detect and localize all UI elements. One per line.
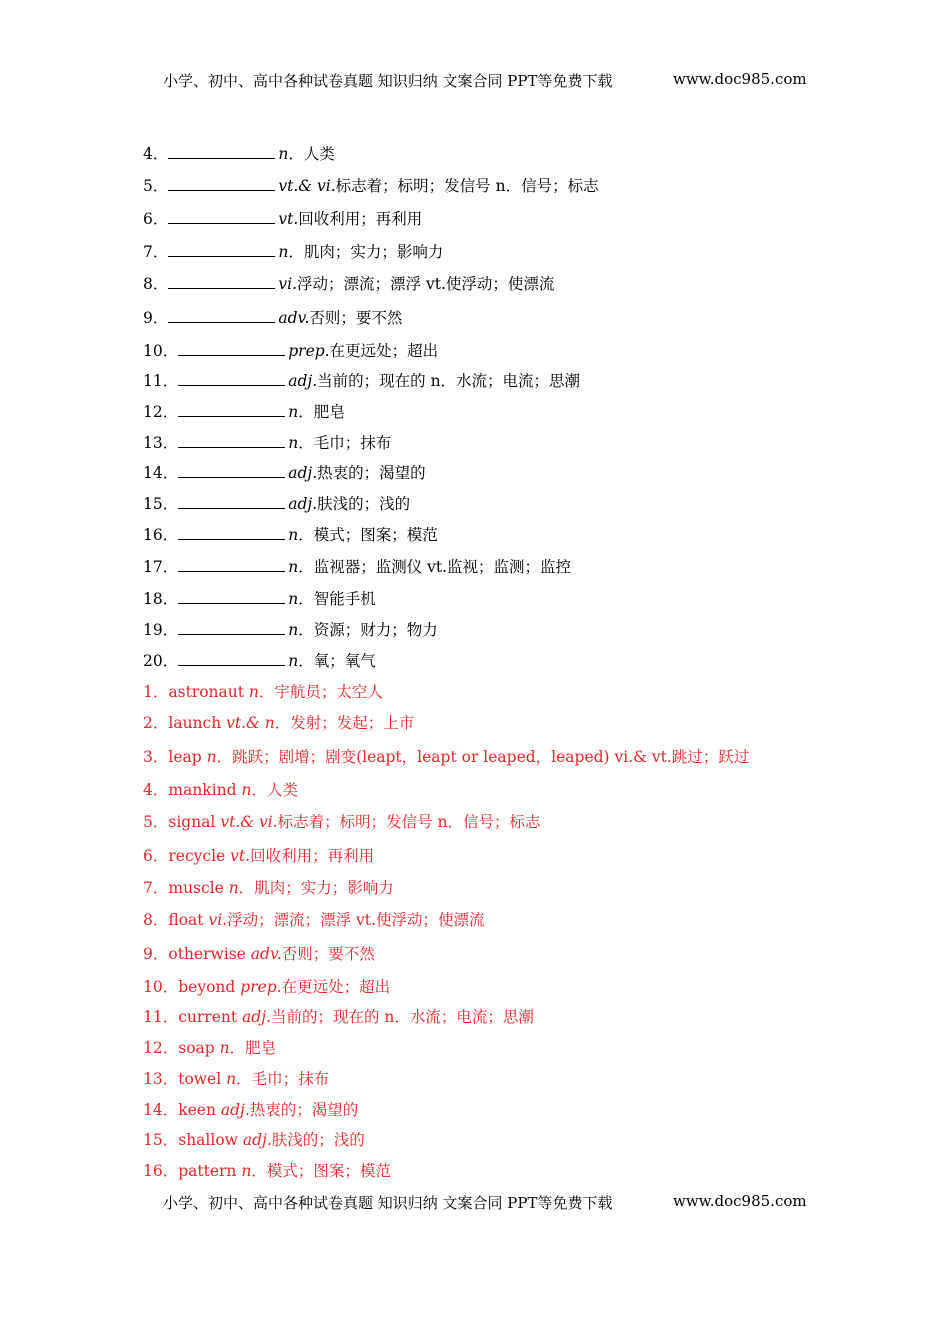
answer-blank [178, 341, 285, 356]
item-number: 11． [143, 1008, 179, 1026]
header-site: www.doc985.com [673, 70, 807, 88]
answer-word: otherwise [168, 945, 251, 963]
part-of-speech: n [288, 558, 299, 576]
answer-item [143, 747, 749, 767]
part-of-speech: n [278, 145, 289, 163]
item-number: 4． [143, 781, 169, 799]
item-number: 8． [143, 275, 169, 293]
page-footer [163, 1192, 807, 1213]
answer-word: towel [178, 1070, 227, 1088]
answer-item [143, 1069, 329, 1089]
answer-blank [168, 308, 275, 323]
definition: ．监视器；监测仪 vt.监视；监测；监控 [298, 558, 572, 576]
item-number: 14． [143, 1101, 179, 1119]
item-number: 9． [143, 945, 169, 963]
answer-word: leap [168, 748, 207, 766]
definition: ．智能手机 [298, 590, 376, 608]
definition: ．氧；氧气 [298, 652, 376, 670]
answer-blank [178, 494, 285, 509]
answer-item [143, 812, 541, 832]
definition: ．资源；财力；物力 [298, 621, 438, 639]
definition: ．宇航员；太空人 [258, 683, 383, 701]
definition: ．发射；发起；上市 [274, 714, 415, 732]
definition: 在更远处；超出 [281, 978, 391, 996]
exercise-item [143, 651, 376, 671]
part-of-speech: n [288, 403, 299, 421]
answer-blank [178, 557, 285, 572]
definition: 回收利用；再利用 [298, 210, 423, 228]
part-of-speech: n [278, 243, 289, 261]
answer-blank [178, 620, 285, 635]
part-of-speech: vt.& vi. [220, 813, 278, 831]
definition: ．肥皂 [229, 1039, 277, 1057]
footer-text: 小学、初中、高中各种试卷真题 知识归纳 文案合同 PPT等免费下载 [163, 1194, 613, 1212]
definition: ．跳跃；剧增；剧变(leapt，leapt or leaped，leaped) vi.& vt.跳过；跃过 [216, 748, 750, 766]
part-of-speech: adj. [288, 372, 318, 390]
exercise-item [143, 463, 426, 483]
answer-item [143, 780, 298, 800]
part-of-speech: n [288, 526, 299, 544]
answer-item [143, 977, 390, 997]
answer-blank [168, 176, 275, 191]
item-number: 5． [143, 177, 169, 195]
part-of-speech: vt. [230, 847, 251, 865]
answer-blank [178, 402, 285, 417]
answer-word: float [168, 911, 209, 929]
item-number: 15． [143, 1131, 179, 1149]
item-number: 7． [143, 879, 169, 897]
exercise-item [143, 433, 391, 453]
definition: ．肥皂 [298, 403, 345, 421]
answer-blank [178, 433, 285, 448]
part-of-speech: prep. [288, 342, 330, 360]
item-number: 12． [143, 1039, 179, 1057]
answer-word: beyond [178, 978, 241, 996]
answer-item [143, 1161, 391, 1181]
definition: 在更远处；超出 [329, 342, 439, 360]
item-number: 13． [143, 1070, 179, 1088]
exercise-item [143, 176, 599, 196]
answer-item [143, 1038, 276, 1058]
part-of-speech: n [219, 1039, 230, 1057]
definition: 否则；要不然 [309, 309, 403, 327]
answer-item [143, 878, 394, 898]
answer-word: recycle [168, 847, 231, 865]
answer-blank [178, 371, 285, 386]
answer-word: shallow [178, 1131, 243, 1149]
definition: 标志着；标明；发信号 n．信号；标志 [277, 813, 541, 831]
part-of-speech: vt.& vi. [278, 177, 336, 195]
part-of-speech: n [248, 683, 259, 701]
definition: ．模式；图案；模范 [251, 1162, 391, 1180]
part-of-speech: n [288, 652, 299, 670]
exercise-item [143, 242, 443, 262]
part-of-speech: adv. [278, 309, 310, 327]
exercise-item [143, 620, 438, 640]
part-of-speech: n [226, 1070, 237, 1088]
answer-blank [178, 589, 285, 604]
exercise-item [143, 589, 376, 609]
header-text: 小学、初中、高中各种试卷真题 知识归纳 文案合同 PPT等免费下载 [163, 72, 613, 90]
exercise-item [143, 557, 571, 577]
item-number: 12． [143, 403, 179, 421]
answer-item [143, 1130, 365, 1150]
answer-word: keen [178, 1101, 221, 1119]
item-number: 8． [143, 911, 169, 929]
part-of-speech: n [241, 1162, 252, 1180]
definition: 当前的；现在的 n．水流；电流；思潮 [270, 1008, 534, 1026]
answer-item [143, 1007, 534, 1027]
part-of-speech: n [206, 748, 217, 766]
item-number: 18． [143, 590, 179, 608]
part-of-speech: vi. [208, 911, 228, 929]
part-of-speech: n [288, 434, 299, 452]
item-number: 6． [143, 847, 169, 865]
definition: ．肌肉；实力；影响力 [288, 243, 444, 261]
item-number: 5． [143, 813, 169, 831]
part-of-speech: adj. [242, 1008, 271, 1026]
item-number: 20． [143, 652, 179, 670]
definition: ．模式；图案；模范 [298, 526, 438, 544]
item-number: 11． [143, 372, 179, 390]
part-of-speech: vt. [278, 210, 299, 228]
item-number: 16． [143, 526, 179, 544]
answer-item [143, 846, 374, 866]
answer-word: signal [168, 813, 221, 831]
definition: ．肌肉；实力；影响力 [238, 879, 394, 897]
part-of-speech: adj. [220, 1101, 250, 1119]
answer-word: soap [178, 1039, 220, 1057]
definition: 热衷的；渴望的 [249, 1101, 359, 1119]
answer-blank [178, 651, 285, 666]
exercise-item [143, 308, 402, 328]
definition: 浮动；漂流；漂浮 vt.使浮动；使漂流 [227, 911, 485, 929]
answer-word: astronaut [168, 683, 249, 701]
item-number: 2． [143, 714, 169, 732]
answer-blank [168, 144, 275, 159]
answer-blank [178, 525, 285, 540]
exercise-item [143, 341, 438, 361]
definition: ．人类 [288, 145, 335, 163]
part-of-speech: vi. [278, 275, 298, 293]
definition: 热衷的；渴望的 [317, 464, 426, 482]
answer-word: muscle [168, 879, 229, 897]
definition: 标志着；标明；发信号 n．信号；标志 [335, 177, 599, 195]
answer-blank [168, 209, 275, 224]
item-number: 1． [143, 683, 169, 701]
footer-site: www.doc985.com [673, 1192, 807, 1210]
exercise-item [143, 274, 554, 294]
answer-item [143, 1100, 358, 1120]
answer-item [143, 910, 484, 930]
item-number: 6． [143, 210, 169, 228]
item-number: 4． [143, 145, 169, 163]
item-number: 15． [143, 495, 179, 513]
answer-blank [168, 274, 275, 289]
part-of-speech: vt.& n [226, 714, 275, 732]
answer-blank [168, 242, 275, 257]
answer-blank [178, 463, 285, 478]
answer-item [143, 944, 375, 964]
exercise-item [143, 402, 345, 422]
item-number: 16． [143, 1162, 179, 1180]
definition: 否则；要不然 [281, 945, 375, 963]
exercise-item [143, 209, 422, 229]
part-of-speech: n [288, 621, 299, 639]
part-of-speech: adv. [250, 945, 282, 963]
part-of-speech: adj. [242, 1131, 272, 1149]
part-of-speech: n [288, 590, 299, 608]
item-number: 7． [143, 243, 169, 261]
answer-item [143, 713, 414, 733]
item-number: 9． [143, 309, 169, 327]
exercise-item [143, 371, 580, 391]
definition: ．毛巾；抹布 [298, 434, 392, 452]
item-number: 3． [143, 748, 169, 766]
item-number: 19． [143, 621, 179, 639]
answer-word: pattern [178, 1162, 242, 1180]
item-number: 14． [143, 464, 179, 482]
definition: ．人类 [251, 781, 298, 799]
definition: ．毛巾；抹布 [236, 1070, 330, 1088]
part-of-speech: prep. [240, 978, 282, 996]
answer-word: mankind [168, 781, 242, 799]
definition: 当前的；现在的 n．水流；电流；思潮 [317, 372, 581, 390]
definition: 回收利用；再利用 [250, 847, 375, 865]
exercise-item [143, 144, 335, 164]
answer-word: current [178, 1008, 243, 1026]
item-number: 17． [143, 558, 179, 576]
exercise-item [143, 494, 410, 514]
item-number: 10． [143, 978, 179, 996]
part-of-speech: adj. [288, 495, 318, 513]
definition: 浮动；漂流；漂浮 vt.使浮动；使漂流 [297, 275, 555, 293]
item-number: 10． [143, 342, 179, 360]
part-of-speech: n [241, 781, 252, 799]
answer-word: launch [168, 714, 227, 732]
item-number: 13． [143, 434, 179, 452]
part-of-speech: adj. [288, 464, 318, 482]
definition: 肤浅的；浅的 [317, 495, 411, 513]
exercise-item [143, 525, 438, 545]
part-of-speech: n [228, 879, 239, 897]
page-header [163, 70, 807, 91]
definition: 肤浅的；浅的 [271, 1131, 365, 1149]
answer-item [143, 682, 383, 702]
